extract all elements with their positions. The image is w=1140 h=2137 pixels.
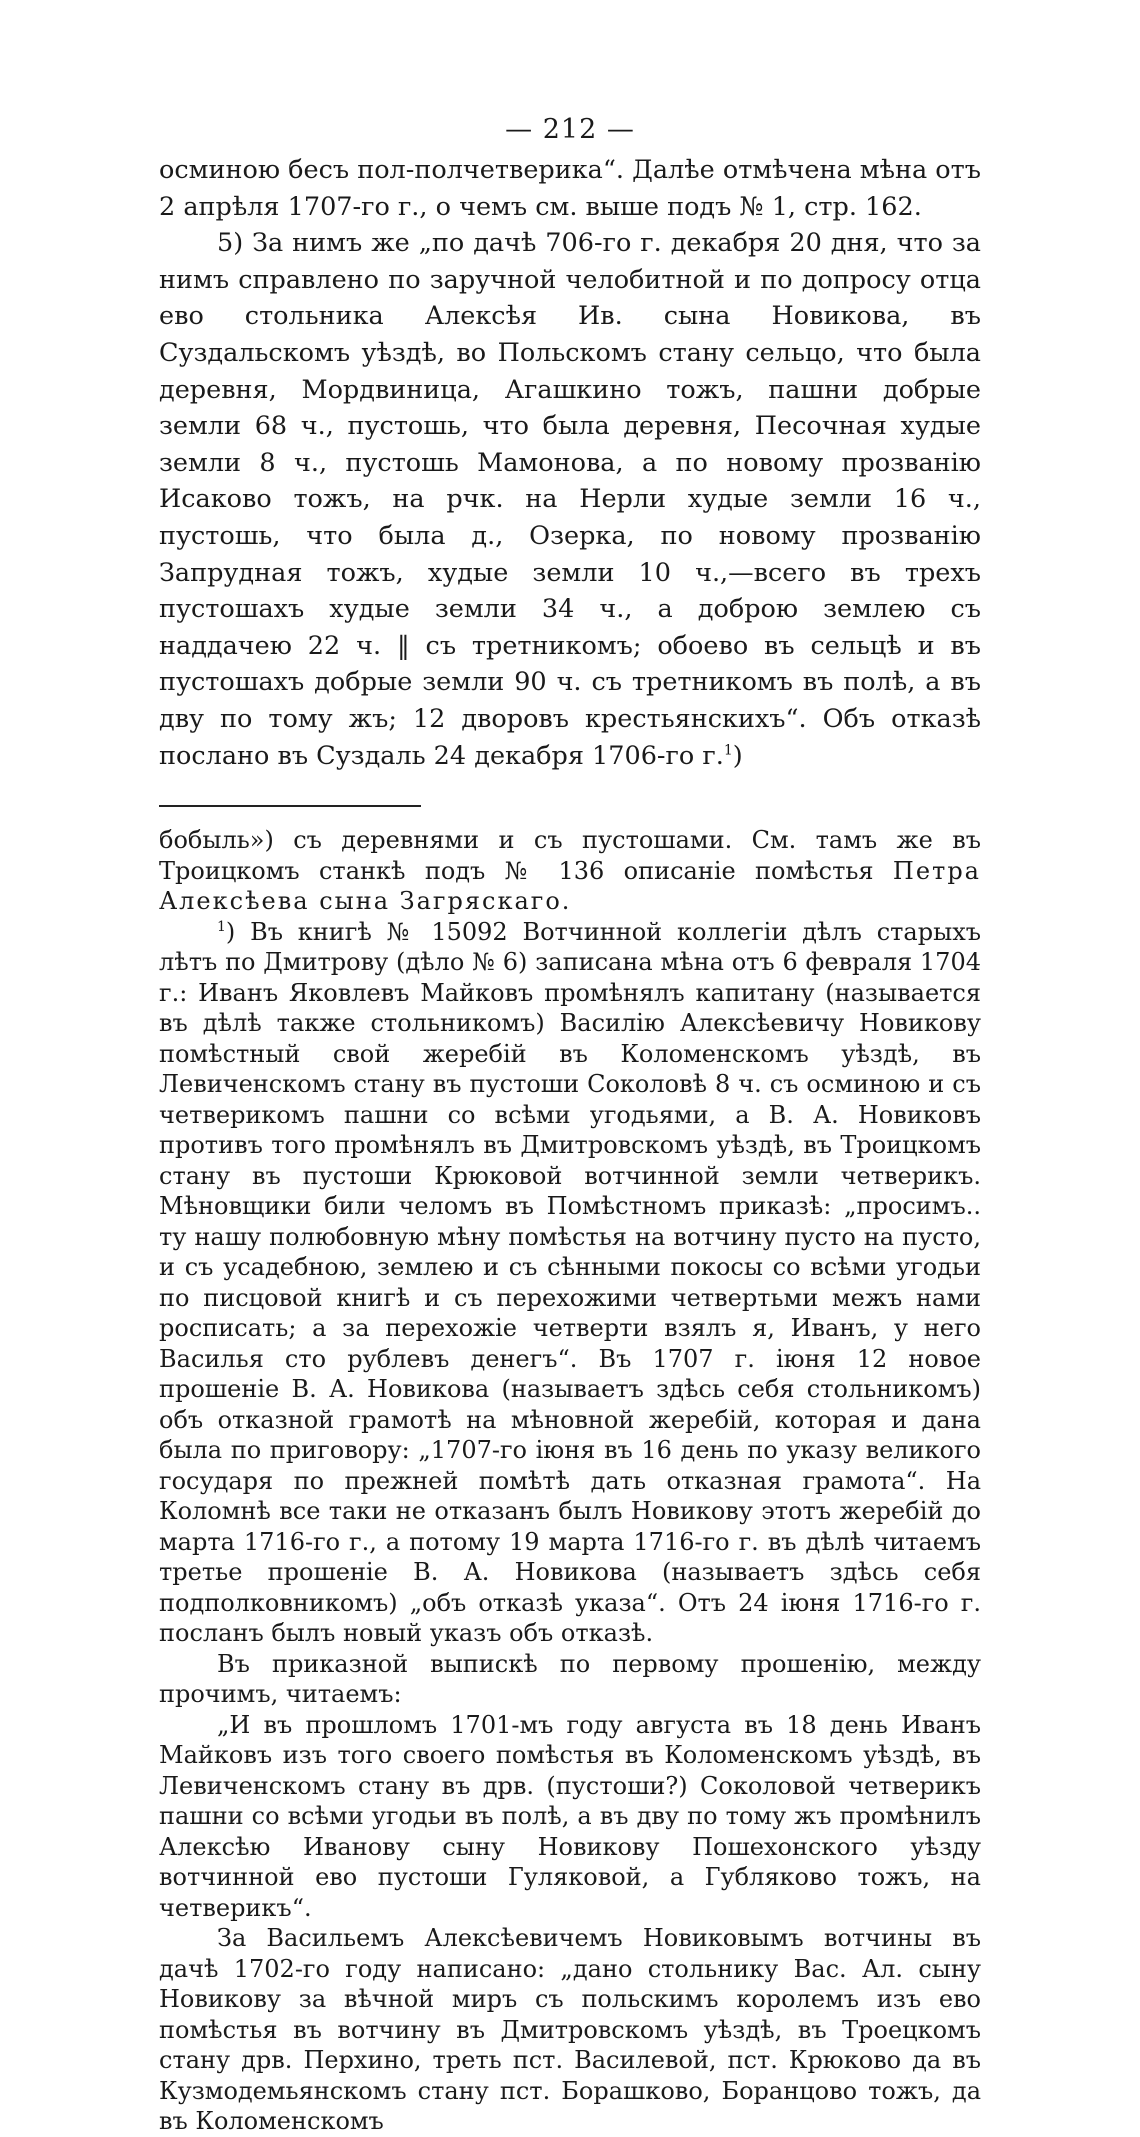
- footnote-paragraph-quote: „И въ прошломъ 1701-мъ году августа въ 18 день Иванъ Майковъ изъ того своего помѣстья въ Коломенскомъ уѣздѣ, въ Левиченскомъ стану въ дрв. (пустоши?) Соколовой четверикъ пашни со всѣми угодьи въ полѣ, а въ дву по тому жъ промѣнилъ Алексѣю Иванову сыну Новикову Пошехонского уѣзду вотчинной ево пустоши Гуляковой, а Губляково тожъ, на четверикъ“.: [159, 1710, 981, 1922]
- footnote-1: [159, 917, 981, 1649]
- footnote-1-marker: 1: [217, 918, 226, 935]
- footnote-continuation-text: бобыль») съ деревнями и съ пустошами. См. тамъ же въ Троицкомъ станкѣ подъ № 136 описаніе помѣстья: [159, 826, 981, 885]
- paragraph-continuation: осминою бесъ пол-полчетверика“. Далѣе отмѣчена мѣна отъ 2 апрѣля 1707-го г., о чемъ см. выше подъ № 1, стр. 162.: [159, 155, 981, 222]
- footnote-1-text: ) Въ книгѣ № 15092 Вотчинной коллегіи дѣлъ старыхъ лѣтъ по Дмитрову (дѣло № 6) записана мѣна отъ 6 февраля 1704 г.: Иванъ Яковлевъ Майковъ промѣнялъ капитану (называется въ дѣлѣ также стольникомъ) Василію Алексѣевичу Новикову помѣстный свой жеребій въ Коломенскомъ уѣздѣ, въ Левиченскомъ стану въ пустоши Соколовѣ 8 ч. съ осминою и съ четверикомъ пашни со всѣми угодьями, а В. А. Новиковъ противъ того промѣнялъ въ Дмитровскомъ уѣздѣ, въ Троицкомъ стану въ пустоши Крюковой вотчинной земли четверикъ. Мѣновщики били челомъ въ Помѣстномъ приказѣ: „просимъ.. ту нашу полюбовную мѣну помѣстья на вотчину пусто на пусто, и съ усадебною, землею и съ сѣнными покосы со всѣми угодьи по писцовой книгѣ и съ перехожими четвертьми межъ нами росписать; а за перехожіе четверти взялъ я, Иванъ, у него Василья сто рублевъ денегъ“. Въ 1707 г. іюня 12 новое прошеніе В. А. Новикова (называетъ здѣсь себя стольникомъ) объ отказной грамотѣ на мѣновной жеребій, которая и дана была по приговору: „1707-го іюня въ 16 день по указу великого государя по прежней помѣтѣ дать отказная грамота“. На Коломнѣ все таки не отказанъ былъ Новикову этотъ жеребій до марта 1716-го г., а потому 19 марта 1716-го г. въ дѣлѣ читаемъ третье прошеніе В. А. Новикова (называетъ здѣсь себя подполковникомъ) „объ отказѣ указа“. Отъ 24 іюня 1716-го г. посланъ былъ новый указъ объ отказѣ.: [159, 917, 981, 1648]
- footnotes: [159, 825, 981, 2137]
- footnote-divider: [159, 805, 421, 807]
- paragraph-item-5: [159, 225, 981, 774]
- footnote-marker: 1: [723, 742, 733, 758]
- page-number: — 212 —: [505, 114, 635, 145]
- footnote-paragraph-vypiska: Въ приказной выпискѣ по первому прошенію, между прочимъ, читаемъ:: [159, 1649, 981, 1709]
- footnote-marker-paren: ): [732, 740, 743, 771]
- footnote-continuation-name: Петра Алексѣева сына Загряскаго.: [159, 856, 981, 916]
- footnote-continuation: [159, 825, 981, 917]
- footnote-paragraph-last: За Васильемъ Алексѣевичемъ Новиковымъ вотчины въ дачѣ 1702-го году написано: „дано стольнику Вас. Ал. сыну Новикову за вѣчной миръ съ польскимъ королемъ изъ ево помѣстья въ вотчину въ Дмитровскомъ уѣздѣ, въ Троецкомъ стану дрв. Перхино, треть пст. Василевой, пст. Крюково да въ Кузмодемьянскомъ стану пст. Борашково, Боранцово тожъ, да въ Коломенскомъ: [159, 1924, 981, 2136]
- paragraph-item-5-text: 5) За нимъ же „по дачѣ 706-го г. декабря 20 дня, что за нимъ справлено по заручной челобитной и по допросу отца ево стольника Алексѣя Ив. сына Новикова, въ Суздальскомъ уѣздѣ, во Польскомъ стану сельцо, что была деревня, Мордвиница, Агашкино тожъ, пашни добрые земли 68 ч., пустошь, что была деревня, Песочная худые земли 8 ч., пустошь Мамонова, а по новому прозванію Исаково тожъ, на рчк. на Нерли худые земли 16 ч., пустошь, что была д., Озерка, по новому прозванію Запрудная тожъ, худые земли 10 ч.,—всего въ трехъ пустошахъ худые земли 34 ч., а доброю землею съ наддачею 22 ч. ‖ съ третникомъ; обоево въ сельцѣ и въ пустошахъ добрые земли 90 ч. съ третникомъ въ полѣ, а въ дву по тому жъ; 12 дворовъ крестьянскихъ“. Объ отказѣ послано въ Суздаль 24 декабря 1706-го г.: [159, 228, 981, 771]
- main-text: [159, 152, 981, 774]
